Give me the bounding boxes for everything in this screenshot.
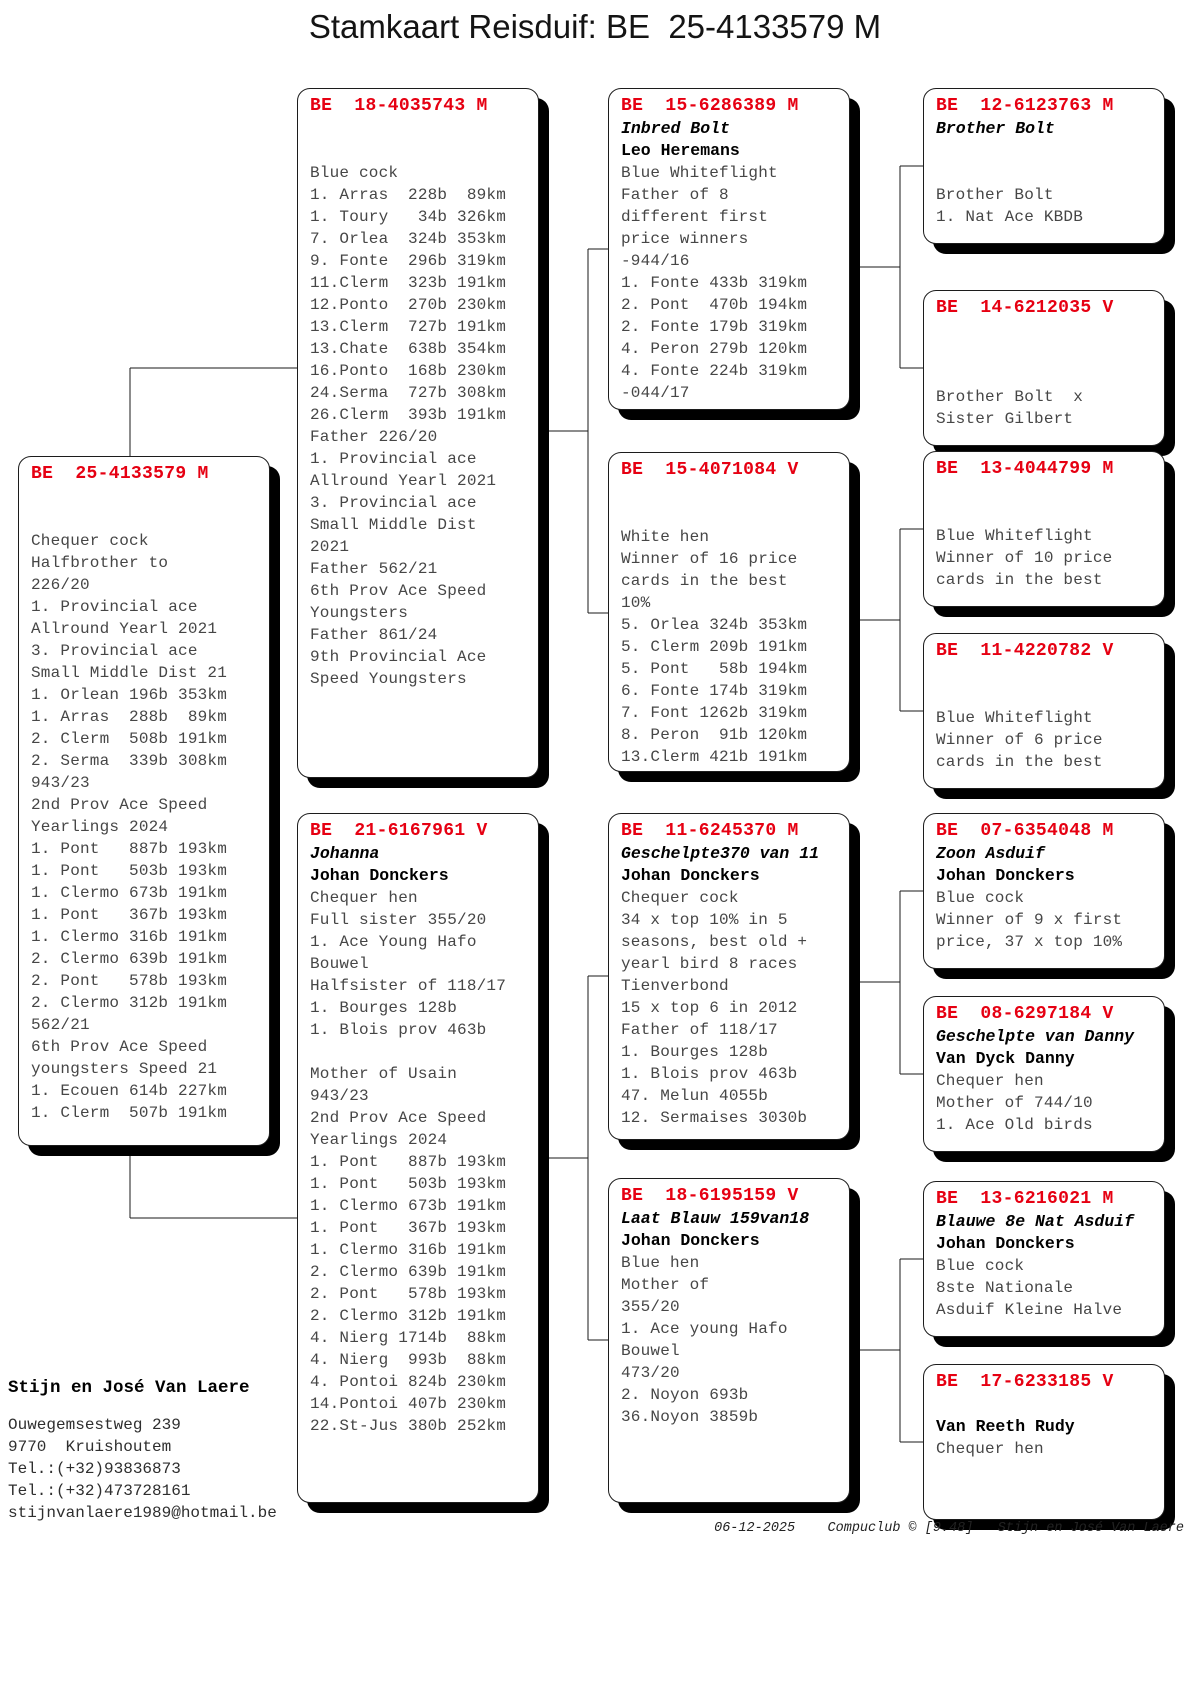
performance-line: 1. Ace Old birds [936, 1116, 1093, 1134]
performance-line: 4. Nierg 1714b 88km [310, 1329, 507, 1347]
performance-line: 226/20 [31, 576, 90, 594]
performance-line: 7. Font 1262b 319km [621, 704, 808, 722]
performance-lines [31, 530, 261, 1124]
pedigree-box-fff [923, 88, 1165, 244]
fancier-name: Leo Heremans [621, 141, 740, 160]
performance-line: cards in the best [621, 572, 788, 590]
pedigree-box-father [297, 88, 539, 778]
performance-line: Chequer hen [936, 1072, 1044, 1090]
owner-block [8, 1376, 277, 1524]
ring-number: BE 11-6245370 M [621, 821, 799, 841]
performance-line: 1. Arras 288b 89km [31, 708, 228, 726]
performance-line: 1. Provincial ace [31, 598, 198, 616]
performance-line: Father 861/24 [310, 626, 438, 644]
pedigree-box-subject [18, 456, 270, 1146]
performance-line: 13.Chate 638b 354km [310, 340, 507, 358]
performance-line: Blue Whiteflight [936, 527, 1093, 545]
performance-line: Asduif Kleine Halve [936, 1301, 1123, 1319]
ring-number: BE 13-4044799 M [936, 459, 1114, 479]
pedigree-box-mff [923, 813, 1165, 969]
performance-line: 6th Prov Ace Speed [310, 582, 487, 600]
performance-line: 15 x top 6 in 2012 [621, 999, 798, 1017]
performance-line: 1. Ace Young Hafo [310, 933, 477, 951]
fancier-name [936, 140, 1156, 162]
performance-line: -944/16 [621, 252, 690, 270]
performance-line: Mother of 744/10 [936, 1094, 1093, 1112]
performance-line: 9. Fonte 296b 319km [310, 252, 507, 270]
fancier-name [936, 342, 1156, 364]
performance-lines [936, 1438, 1156, 1460]
performance-line: 24.Serma 727b 308km [310, 384, 507, 402]
performance-line: Tienverbond [621, 977, 729, 995]
performance-line: 2. Fonte 179b 319km [621, 318, 808, 336]
pedigree-box-mmm [923, 1364, 1165, 1520]
performance-line: 1. Clermo 316b 191km [31, 928, 228, 946]
performance-line: yearl bird 8 races [621, 955, 798, 973]
ring-number: BE 11-4220782 V [936, 641, 1114, 661]
performance-line: 1. Blois prov 463b [621, 1065, 798, 1083]
performance-line: 2nd Prov Ace Speed [31, 796, 208, 814]
performance-line [936, 364, 1156, 386]
fancier-name [621, 504, 841, 526]
fancier-name [31, 508, 261, 530]
pedigree-box-fmm [923, 633, 1165, 789]
performance-line: 2nd Prov Ace Speed [310, 1109, 487, 1127]
pedigree-box-ff [608, 88, 850, 410]
performance-line: 1. Bourges 128b [621, 1043, 769, 1061]
performance-line: 1. Pont 887b 193km [31, 840, 228, 858]
performance-line: 12.Ponto 270b 230km [310, 296, 507, 314]
performance-line: cards in the best [936, 571, 1103, 589]
performance-line: Father of 118/17 [621, 1021, 778, 1039]
performance-line: 5. Orlea 324b 353km [621, 616, 808, 634]
performance-line: Chequer cock [31, 532, 149, 550]
performance-line: 2. Clermo 312b 191km [31, 994, 228, 1012]
page-title: Stamkaart Reisduif: BE 25-4133579 M [308, 8, 882, 45]
performance-line: Father 562/21 [310, 560, 438, 578]
performance-line: Winner of 16 price [621, 550, 798, 568]
performance-lines [936, 707, 1156, 773]
performance-line: Father of 8 [621, 186, 729, 204]
fancier-name: Johan Donckers [621, 866, 760, 885]
pedigree-box-mf [608, 813, 850, 1140]
pigeon-name [936, 320, 1156, 342]
performance-line: Winner of 10 price [936, 549, 1113, 567]
performance-line: 2. Clermo 312b 191km [310, 1307, 507, 1325]
fancier-name [936, 503, 1156, 525]
performance-line: youngsters Speed 21 [31, 1060, 218, 1078]
performance-line: Mother of [621, 1276, 710, 1294]
fancier-name: Johan Donckers [621, 1231, 760, 1250]
pedigree-box-ffm [923, 290, 1165, 446]
performance-line: 1. Toury 34b 326km [310, 208, 507, 226]
performance-line: Blue Whiteflight [621, 164, 778, 182]
performance-line: Winner of 6 price [936, 731, 1103, 749]
fancier-name [936, 685, 1156, 707]
owner-phone-1: Tel.:(+32)93836873 [8, 1460, 181, 1478]
performance-line: 2. Noyon 693b [621, 1386, 749, 1404]
performance-lines [621, 526, 841, 768]
performance-line: 3. Provincial ace [31, 642, 198, 660]
pedigree-box-mother [297, 813, 539, 1503]
ring-number: BE 18-6195159 V [621, 1186, 799, 1206]
ring-number: BE 08-6297184 V [936, 1004, 1114, 1024]
performance-lines [310, 887, 530, 1437]
performance-line: 2. Pont 578b 193km [31, 972, 228, 990]
performance-line: 1. Ecouen 614b 227km [31, 1082, 228, 1100]
performance-line: Bouwel [621, 1342, 680, 1360]
performance-line: different first [621, 208, 769, 226]
performance-line: White hen [621, 528, 710, 546]
performance-line: cards in the best [936, 753, 1103, 771]
performance-line: 562/21 [31, 1016, 90, 1034]
performance-line: 2. Serma 339b 308km [31, 752, 228, 770]
pigeon-name: Blauwe 8e Nat Asduif [936, 1212, 1135, 1231]
ring-number: BE 17-6233185 V [936, 1372, 1114, 1392]
performance-line: Blue cock [936, 889, 1025, 907]
performance-line: 1. Pont 367b 193km [310, 1219, 507, 1237]
fancier-name: Van Dyck Danny [936, 1049, 1075, 1068]
performance-line: price, 37 x top 10% [936, 933, 1123, 951]
performance-line: 1. Clermo 673b 191km [310, 1197, 507, 1215]
performance-line: 8. Peron 91b 120km [621, 726, 808, 744]
pedigree-box-mm [608, 1178, 850, 1503]
performance-line: 1. Clermo 316b 191km [310, 1241, 507, 1259]
footer-credit: 06-12-2025 Compuclub © [9.48] Stijn en José Van Laere [714, 1521, 1184, 1536]
performance-line: 1. Pont 367b 193km [31, 906, 228, 924]
performance-line: 9th Provincial Ace [310, 648, 487, 666]
fancier-name: Johan Donckers [310, 866, 449, 885]
performance-line [936, 162, 1156, 184]
owner-address-street: Ouwegemsestweg 239 [8, 1416, 181, 1434]
pigeon-name: Johanna [310, 844, 380, 863]
performance-line: 26.Clerm 393b 191km [310, 406, 507, 424]
pigeon-name: Laat Blauw 159van18 [621, 1209, 810, 1228]
performance-line: 2. Clermo 639b 191km [310, 1263, 507, 1281]
performance-line: 10% [621, 594, 651, 612]
pigeon-name [621, 482, 841, 504]
ring-number: BE 13-6216021 M [936, 1189, 1114, 1209]
performance-line: 2. Clermo 639b 191km [31, 950, 228, 968]
pedigree-box-mfm [923, 996, 1165, 1152]
performance-line: Yearlings 2024 [310, 1131, 448, 1149]
performance-line: Chequer cock [621, 889, 739, 907]
performance-line: 2. Clerm 508b 191km [31, 730, 228, 748]
performance-line: 943/23 [310, 1087, 369, 1105]
ring-number: BE 14-6212035 V [936, 298, 1114, 318]
ring-number: BE 07-6354048 M [936, 821, 1114, 841]
owner-email: stijnvanlaere1989@hotmail.be [8, 1504, 277, 1522]
performance-line: Full sister 355/20 [310, 911, 487, 929]
owner-name: Stijn en José Van Laere [8, 1378, 250, 1398]
ring-number: BE 15-4071084 V [621, 460, 799, 480]
performance-line: price winners [621, 230, 749, 248]
performance-line: 6th Prov Ace Speed [31, 1038, 208, 1056]
pedigree-box-fm [608, 452, 850, 772]
performance-line: Blue hen [621, 1254, 700, 1272]
pedigree-box-mmf [923, 1181, 1165, 1337]
performance-line: Youngsters [310, 604, 409, 622]
performance-line: 4. Peron 279b 120km [621, 340, 808, 358]
performance-line: 1. Pont 503b 193km [31, 862, 228, 880]
performance-line: 3. Provincial ace [310, 494, 477, 512]
fancier-name: Johan Donckers [936, 1234, 1075, 1253]
performance-line: Blue cock [936, 1257, 1025, 1275]
ring-number: BE 18-4035743 M [310, 96, 488, 116]
pigeon-name: Geschelpte van Danny [936, 1027, 1135, 1046]
pigeon-name [936, 1394, 1156, 1416]
performance-line: Chequer hen [936, 1440, 1044, 1458]
performance-line: Mother of Usain [310, 1065, 458, 1083]
performance-line: 7. Orlea 324b 353km [310, 230, 507, 248]
performance-line: 12. Sermaises 3030b [621, 1109, 808, 1127]
performance-lines [936, 887, 1156, 953]
pigeon-name [31, 486, 261, 508]
performance-line: 1. Nat Ace KBDB [936, 208, 1084, 226]
performance-line: Brother Bolt [936, 186, 1054, 204]
pigeon-name: Brother Bolt [936, 119, 1055, 138]
performance-line: Blue Whiteflight [936, 709, 1093, 727]
performance-line: 2. Pont 470b 194km [621, 296, 808, 314]
performance-line: Brother Bolt x [936, 388, 1084, 406]
performance-line: 1. Pont 503b 193km [310, 1175, 507, 1193]
performance-line: 47. Melun 4055b [621, 1087, 769, 1105]
performance-line: 1. Blois prov 463b [310, 1021, 487, 1039]
performance-line: 8ste Nationale [936, 1279, 1074, 1297]
performance-line: 16.Ponto 168b 230km [310, 362, 507, 380]
performance-lines [621, 162, 841, 404]
performance-line: Blue cock [310, 164, 399, 182]
performance-lines [621, 887, 841, 1129]
performance-line: Small Middle Dist 21 [31, 664, 228, 682]
performance-line: 13.Clerm 421b 191km [621, 748, 808, 766]
fancier-name [310, 140, 530, 162]
ring-number: BE 15-6286389 M [621, 96, 799, 116]
performance-line: 1. Bourges 128b [310, 999, 458, 1017]
performance-lines [936, 162, 1156, 228]
performance-line: 36.Noyon 3859b [621, 1408, 759, 1426]
performance-lines [936, 364, 1156, 430]
performance-line: 13.Clerm 727b 191km [310, 318, 507, 336]
owner-address-city: 9770 Kruishoutem [8, 1438, 172, 1456]
performance-line: 5. Pont 58b 194km [621, 660, 808, 678]
performance-line: seasons, best old + [621, 933, 808, 951]
pedigree-box-fmf [923, 451, 1165, 607]
performance-lines [936, 1070, 1156, 1136]
performance-line: 943/23 [31, 774, 90, 792]
performance-line: Sister Gilbert [936, 410, 1074, 428]
performance-line: 5. Clerm 209b 191km [621, 638, 808, 656]
performance-lines [621, 1252, 841, 1428]
pigeon-name: Zoon Asduif [936, 844, 1045, 863]
performance-line: Small Middle Dist [310, 516, 477, 534]
performance-line [310, 1041, 530, 1063]
performance-line: Speed Youngsters [310, 670, 467, 688]
performance-line: Chequer hen [310, 889, 418, 907]
performance-line: 1. Fonte 433b 319km [621, 274, 808, 292]
performance-line: Father 226/20 [310, 428, 438, 446]
performance-line: 4. Fonte 224b 319km [621, 362, 808, 380]
fancier-name: Johan Donckers [936, 866, 1075, 885]
performance-line: -044/17 [621, 384, 690, 402]
performance-line: 1. Pont 887b 193km [310, 1153, 507, 1171]
performance-lines [936, 1255, 1156, 1321]
performance-line: 1. Arras 228b 89km [310, 186, 507, 204]
owner-phone-2: Tel.:(+32)473728161 [8, 1482, 191, 1500]
ring-number: BE 12-6123763 M [936, 96, 1114, 116]
pigeon-name [310, 118, 530, 140]
performance-line: 355/20 [621, 1298, 680, 1316]
performance-line: 473/20 [621, 1364, 680, 1382]
pigeon-name: Inbred Bolt [621, 119, 730, 138]
performance-line: 22.St-Jus 380b 252km [310, 1417, 507, 1435]
performance-line: 1. Clermo 673b 191km [31, 884, 228, 902]
performance-lines [310, 162, 530, 690]
performance-line: Halfsister of 118/17 [310, 977, 507, 995]
ring-number: BE 21-6167961 V [310, 821, 488, 841]
performance-line: Bouwel [310, 955, 369, 973]
performance-lines [936, 525, 1156, 591]
performance-line: 1. Provincial ace [310, 450, 477, 468]
performance-line: Allround Yearl 2021 [31, 620, 218, 638]
performance-line: 14.Pontoi 407b 230km [310, 1395, 507, 1413]
fancier-name: Van Reeth Rudy [936, 1417, 1075, 1436]
pigeon-name [936, 663, 1156, 685]
performance-line: 34 x top 10% in 5 [621, 911, 788, 929]
performance-line: Allround Yearl 2021 [310, 472, 497, 490]
performance-line: Halfbrother to [31, 554, 169, 572]
performance-line: Yearlings 2024 [31, 818, 169, 836]
performance-line: 1. Clerm 507b 191km [31, 1104, 228, 1122]
performance-line: 1. Orlean 196b 353km [31, 686, 228, 704]
performance-line: 2. Pont 578b 193km [310, 1285, 507, 1303]
pigeon-name [936, 481, 1156, 503]
ring-number: BE 25-4133579 M [31, 464, 209, 484]
performance-line: 4. Nierg 993b 88km [310, 1351, 507, 1369]
performance-line: 2021 [310, 538, 350, 556]
pigeon-name: Geschelpte370 van 11 [621, 844, 820, 863]
performance-line: 4. Pontoi 824b 230km [310, 1373, 507, 1391]
performance-line: 6. Fonte 174b 319km [621, 682, 808, 700]
performance-line: 1. Ace young Hafo [621, 1320, 788, 1338]
performance-line: Winner of 9 x first [936, 911, 1123, 929]
performance-line: 11.Clerm 323b 191km [310, 274, 507, 292]
